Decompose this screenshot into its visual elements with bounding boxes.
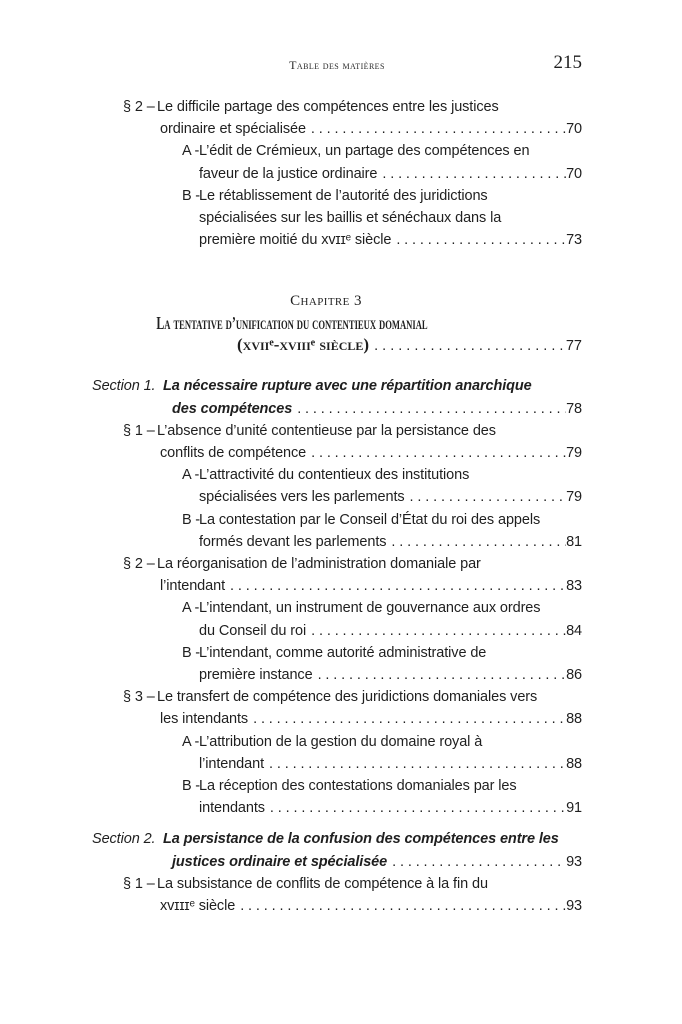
toc-entry-text: justices ordinaire et spécialisée [172, 853, 388, 870]
dot-leader [225, 575, 566, 597]
toc-entry-text: xᴠɪɪɪᵉ siècle [160, 898, 236, 915]
toc-entry-text: formés devant les parlements [199, 533, 387, 550]
toc-entry-prefix: Section 1. [92, 378, 156, 395]
toc-entry-text: l’intendant [199, 755, 265, 772]
toc-entry [92, 464, 582, 508]
running-header-title: Table des matières [289, 58, 385, 72]
toc-entry-line [199, 229, 582, 251]
toc-entry-prefix: § 1 – [123, 422, 155, 439]
toc-entry-text: La réception des contestations domaniales par les [199, 778, 517, 795]
toc-entry-text: L’intendant, un instrument de gouvernance aux ordres [199, 600, 541, 617]
toc-entry-text: L’absence d’unité contentieuse par la persistance des [157, 422, 496, 439]
toc-entry-text: L’attribution de la gestion du domaine royal à [199, 733, 483, 750]
toc-entry-line [199, 620, 582, 642]
toc-entry-text: intendants [199, 800, 265, 817]
dot-leader [369, 335, 566, 357]
toc-page-number: 91 [566, 800, 582, 817]
toc-page-number: 79 [566, 489, 582, 506]
toc-page-number: 84 [566, 622, 582, 639]
toc-entry-text: La contestation par le Conseil d’État du roi des appels [199, 511, 541, 528]
toc-entry-text: première instance [199, 667, 313, 684]
toc-block-section1 [92, 375, 582, 819]
toc-entry-line [182, 642, 582, 664]
toc-entry-line [92, 828, 582, 850]
chapter-title: La tentative d’unification du contentieux domanial [156, 313, 428, 334]
toc-entry-line [160, 442, 582, 464]
toc-entry-prefix: B - [182, 778, 200, 795]
toc-entry-line [199, 163, 582, 185]
toc-entry-line [199, 531, 582, 553]
toc-entry-line [182, 140, 582, 162]
toc-entry-line [123, 686, 582, 708]
toc-entry [92, 775, 582, 819]
dot-leader [405, 486, 567, 508]
toc-entry-line [160, 708, 582, 730]
toc-page-number: 73 [566, 232, 582, 249]
toc-page-number: 70 [566, 121, 582, 138]
toc-entry-text: faveur de la justice ordinaire [199, 165, 378, 182]
toc-page-number: 83 [566, 578, 582, 595]
toc-page-number: 78 [566, 400, 582, 417]
toc-entry [92, 686, 582, 730]
toc-entry-text: spécialisées vers les parlements [199, 489, 405, 506]
toc-entry [92, 553, 582, 597]
toc-entry-text: l’intendant [160, 578, 226, 595]
toc-page-number: 81 [566, 533, 582, 550]
toc-entry-line [123, 873, 582, 895]
chapter-subtitle-line [92, 334, 582, 357]
toc-entry-text: La réorganisation de l’administration domaniale par [157, 556, 481, 573]
toc-entry [92, 420, 582, 464]
toc-entry-text: L’édit de Crémieux, un partage des compétences en [199, 143, 530, 160]
dot-leader [292, 398, 566, 420]
toc-entry-line [199, 797, 582, 819]
toc-entry-line [182, 185, 582, 207]
toc-entry-prefix: B - [182, 644, 200, 661]
toc-entry-text: Le rétablissement de l’autorité des juridictions [199, 187, 488, 204]
toc-page-number: 93 [566, 898, 582, 915]
toc-entry-line [172, 851, 582, 873]
toc-entry [92, 731, 582, 775]
toc-entry-line [182, 775, 582, 797]
toc-block-chapter2-tail [92, 96, 582, 251]
toc-page-number: 77 [565, 338, 582, 355]
dot-leader [391, 229, 566, 251]
toc-entry-text: spécialisées sur les baillis et sénéchaux dans la [199, 210, 502, 227]
toc-page-number: 70 [566, 165, 582, 182]
toc-entry-line [182, 464, 582, 486]
toc-entry-prefix: B - [182, 511, 200, 528]
toc-entry-text: Le transfert de compétence des juridictions domaniales vers [157, 689, 538, 706]
running-header [92, 52, 582, 77]
toc-entry-line [199, 664, 582, 686]
toc-entry-text: du Conseil du roi [199, 622, 307, 639]
toc-entry-prefix: A - [182, 733, 200, 750]
toc-entry [92, 642, 582, 686]
dot-leader [386, 531, 566, 553]
dot-leader [313, 664, 567, 686]
toc-entry-text: les intendants [160, 711, 249, 728]
toc-entry-prefix: A - [182, 467, 200, 484]
toc-entry-text: ordinaire et spécialisée [160, 121, 306, 138]
toc-entry-prefix: A - [182, 600, 200, 617]
text-column [92, 52, 582, 917]
toc-entry-text: La subsistance de conflits de compétence à la fin du [157, 875, 488, 892]
toc-page-number: 93 [566, 853, 582, 870]
toc-entry-prefix: A - [182, 143, 200, 160]
toc-entry [92, 140, 582, 184]
chapter-subtitle: (xviiᵉ-xviiiᵉ siècle) [237, 335, 370, 355]
toc-entry-line [199, 486, 582, 508]
chapter-heading [92, 290, 582, 357]
toc-entry-prefix: § 2 – [123, 99, 155, 115]
dot-leader [306, 118, 566, 140]
toc-page-number: 79 [566, 445, 582, 462]
toc-entry-prefix: § 2 – [123, 556, 155, 573]
toc-entry-line [123, 553, 582, 575]
toc-entry-text: La persistance de la confusion des compétences entre les [163, 831, 559, 848]
toc-entry-text: conflits de compétence [160, 445, 307, 462]
toc-entry-line [172, 398, 582, 420]
toc-page-number: 88 [566, 711, 582, 728]
toc-entry-line [182, 597, 582, 619]
toc-entry-line [199, 753, 582, 775]
toc-entry-text: L’attractivité du contentieux des institutions [199, 467, 470, 484]
toc-entry-prefix: § 1 – [123, 875, 155, 892]
toc-page-number: 86 [566, 667, 582, 684]
toc-entry-line [182, 509, 582, 531]
toc-entry [92, 873, 582, 917]
dot-leader [265, 797, 566, 819]
dot-leader [235, 895, 566, 917]
toc-entry-line [160, 575, 582, 597]
toc-entry-text: Le difficile partage des compétences entre les justices [157, 99, 499, 115]
dot-leader [306, 620, 566, 642]
dot-leader [248, 708, 566, 730]
toc-entry-line [160, 895, 582, 917]
toc-entry-line [123, 96, 582, 118]
toc-entry-text: La nécessaire rupture avec une répartition anarchique [163, 378, 532, 395]
toc-entry-line [199, 207, 582, 229]
chapter-label: Chapitre 3 [290, 293, 362, 310]
dot-leader [377, 163, 566, 185]
toc-entry [92, 509, 582, 553]
folio-page-number: 215 [553, 52, 582, 73]
toc-entry-line [160, 118, 582, 140]
toc-entry [92, 185, 582, 252]
dot-leader [306, 442, 566, 464]
toc-entry-line [182, 731, 582, 753]
toc-entry-prefix: B - [182, 187, 200, 204]
toc-entry [92, 597, 582, 641]
toc-entry-line [123, 420, 582, 442]
toc-entry-prefix: Section 2. [92, 831, 156, 848]
dot-leader [387, 851, 566, 873]
toc-entry-prefix: § 3 – [123, 689, 155, 706]
toc-entry [92, 96, 582, 140]
toc-entry-line [92, 375, 582, 397]
toc-block-section2 [92, 828, 582, 917]
toc-entry-text: L’intendant, comme autorité administrative de [199, 644, 487, 661]
toc-entry-text: première moitié du xᴠɪɪᵉ siècle [199, 232, 392, 249]
toc-entry-text: des compétences [172, 400, 293, 417]
toc-entry [92, 828, 582, 872]
toc-page-number: 88 [566, 755, 582, 772]
toc-entry [92, 375, 582, 419]
dot-leader [264, 753, 566, 775]
